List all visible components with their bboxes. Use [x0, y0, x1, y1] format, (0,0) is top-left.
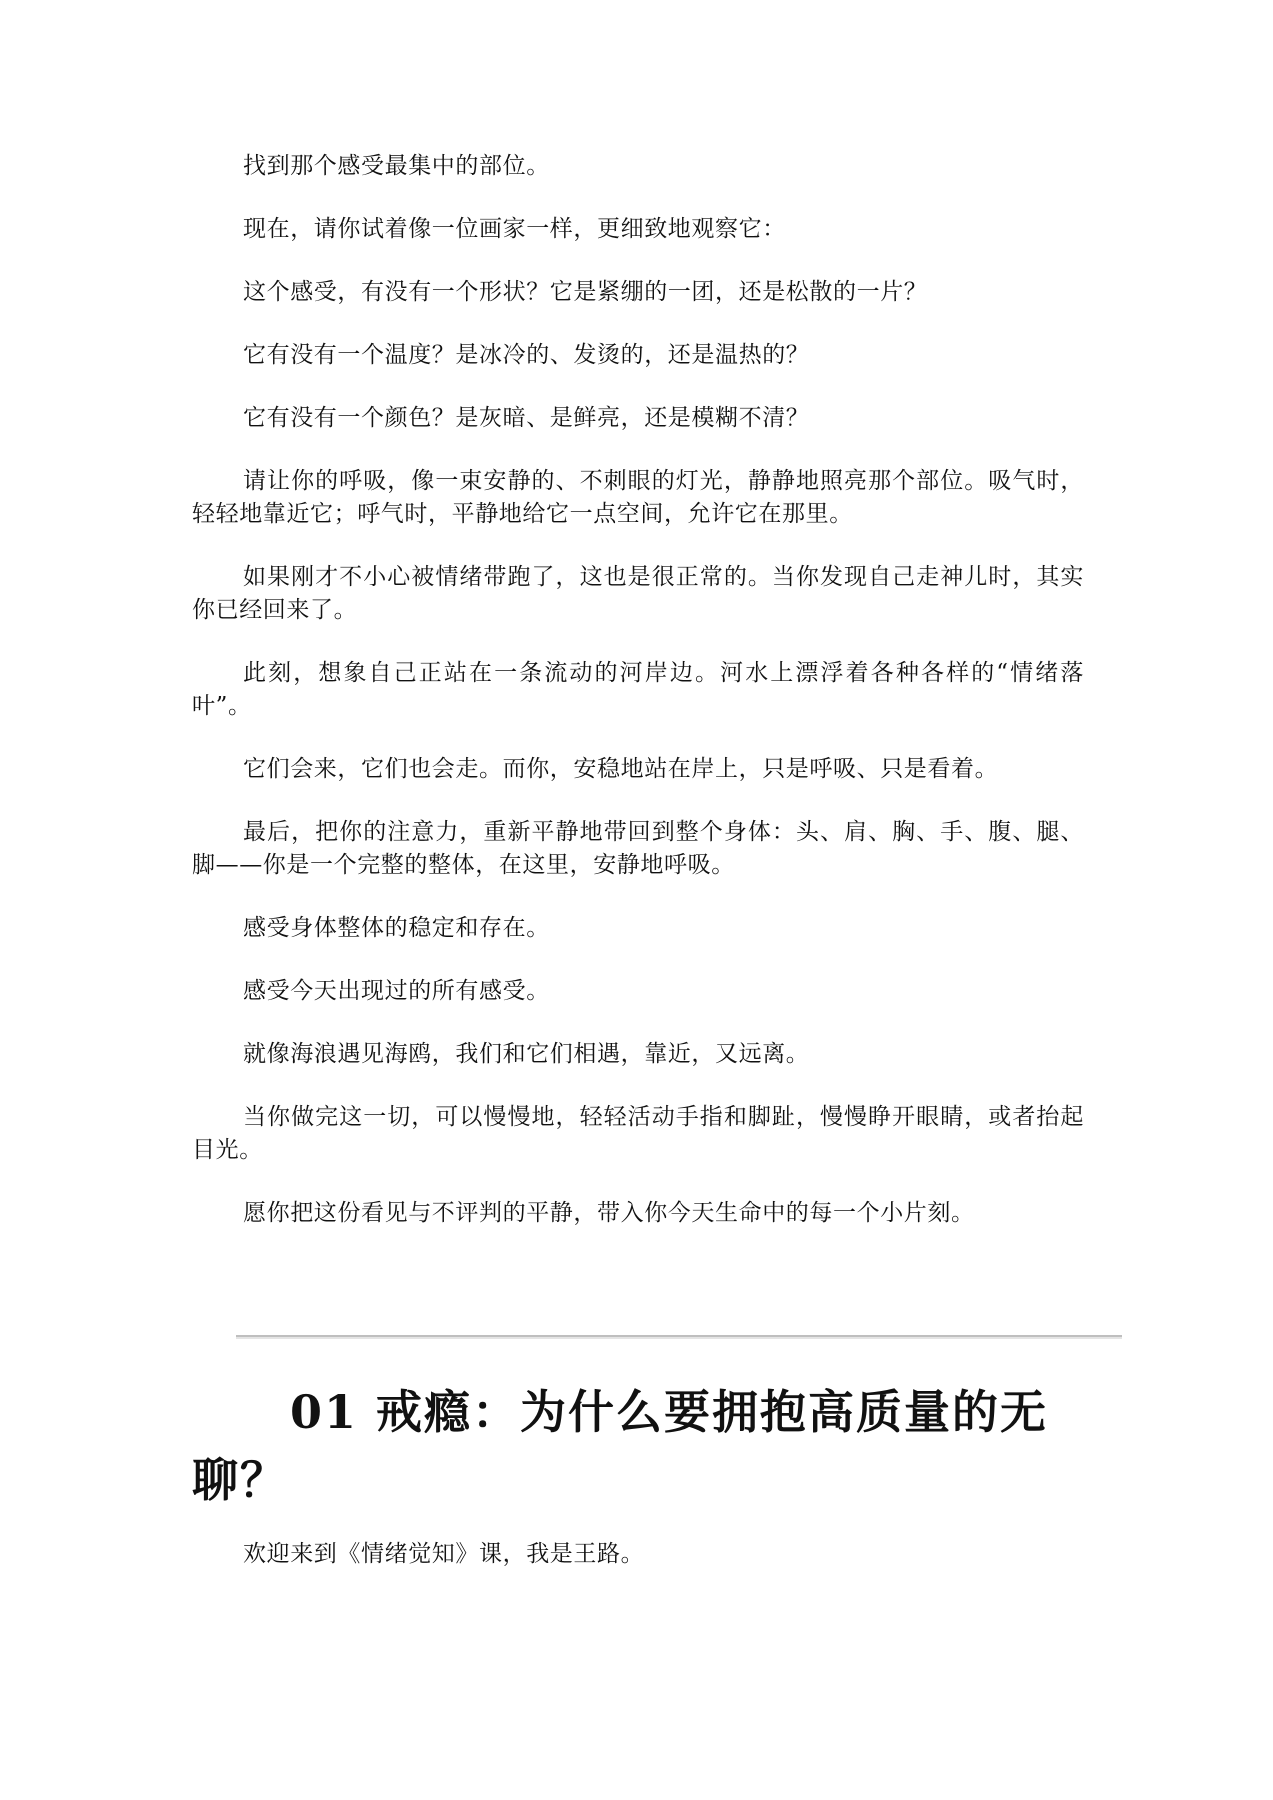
section-divider	[236, 1335, 1122, 1339]
paragraph-12: 感受今天出现过的所有感受。	[243, 978, 550, 1004]
chapter-intro: 欢迎来到《情绪觉知》课，我是王路。	[243, 1541, 645, 1567]
paragraph-13: 就像海浪遇见海鸥，我们和它们相遇，靠近，又远离。	[243, 1041, 810, 1067]
paragraph-5: 它有没有一个颜色？是灰暗、是鲜亮，还是模糊不清？	[243, 405, 810, 431]
paragraph-4: 它有没有一个温度？是冰冷的、发烫的，还是温热的？	[243, 342, 810, 368]
paragraph-2: 现在，请你试着像一位画家一样，更细致地观察它：	[243, 216, 786, 242]
paragraph-14: 当你做完这一切，可以慢慢地，轻轻活动手指和脚趾，慢慢睁开眼睛，或者抬起目光。	[192, 1104, 1084, 1163]
chapter-title: 01 戒瘾：为什么要拥抱高质量的无聊？	[192, 1385, 1049, 1507]
paragraph-3: 这个感受，有没有一个形状？它是紧绷的一团，还是松散的一片？	[243, 279, 928, 305]
paragraph-7: 如果刚才不小心被情绪带跑了，这也是很正常的。当你发现自己走神儿时，其实你已经回来了。	[192, 564, 1084, 623]
paragraph-10: 最后，把你的注意力，重新平静地带回到整个身体：头、肩、胸、手、腹、腿、脚——你是一个完整的整体，在这里，安静地呼吸。	[192, 819, 1084, 878]
paragraph-6: 请让你的呼吸，像一束安静的、不刺眼的灯光，静静地照亮那个部位。吸气时，轻轻地靠近它；呼气时，平静地给它一点空间，允许它在那里。	[192, 468, 1084, 527]
paragraph-11: 感受身体整体的稳定和存在。	[243, 915, 550, 941]
paragraph-8: 此刻，想象自己正站在一条流动的河岸边。河水上漂浮着各种各样的“情绪落叶”。	[192, 660, 1084, 719]
paragraph-9: 它们会来，它们也会走。而你，安稳地站在岸上，只是呼吸、只是看着。	[243, 756, 999, 782]
paragraph-15: 愿你把这份看见与不评判的平静，带入你今天生命中的每一个小片刻。	[243, 1200, 975, 1226]
paragraph-1: 找到那个感受最集中的部位。	[243, 153, 550, 179]
document-body	[192, 150, 1084, 1260]
